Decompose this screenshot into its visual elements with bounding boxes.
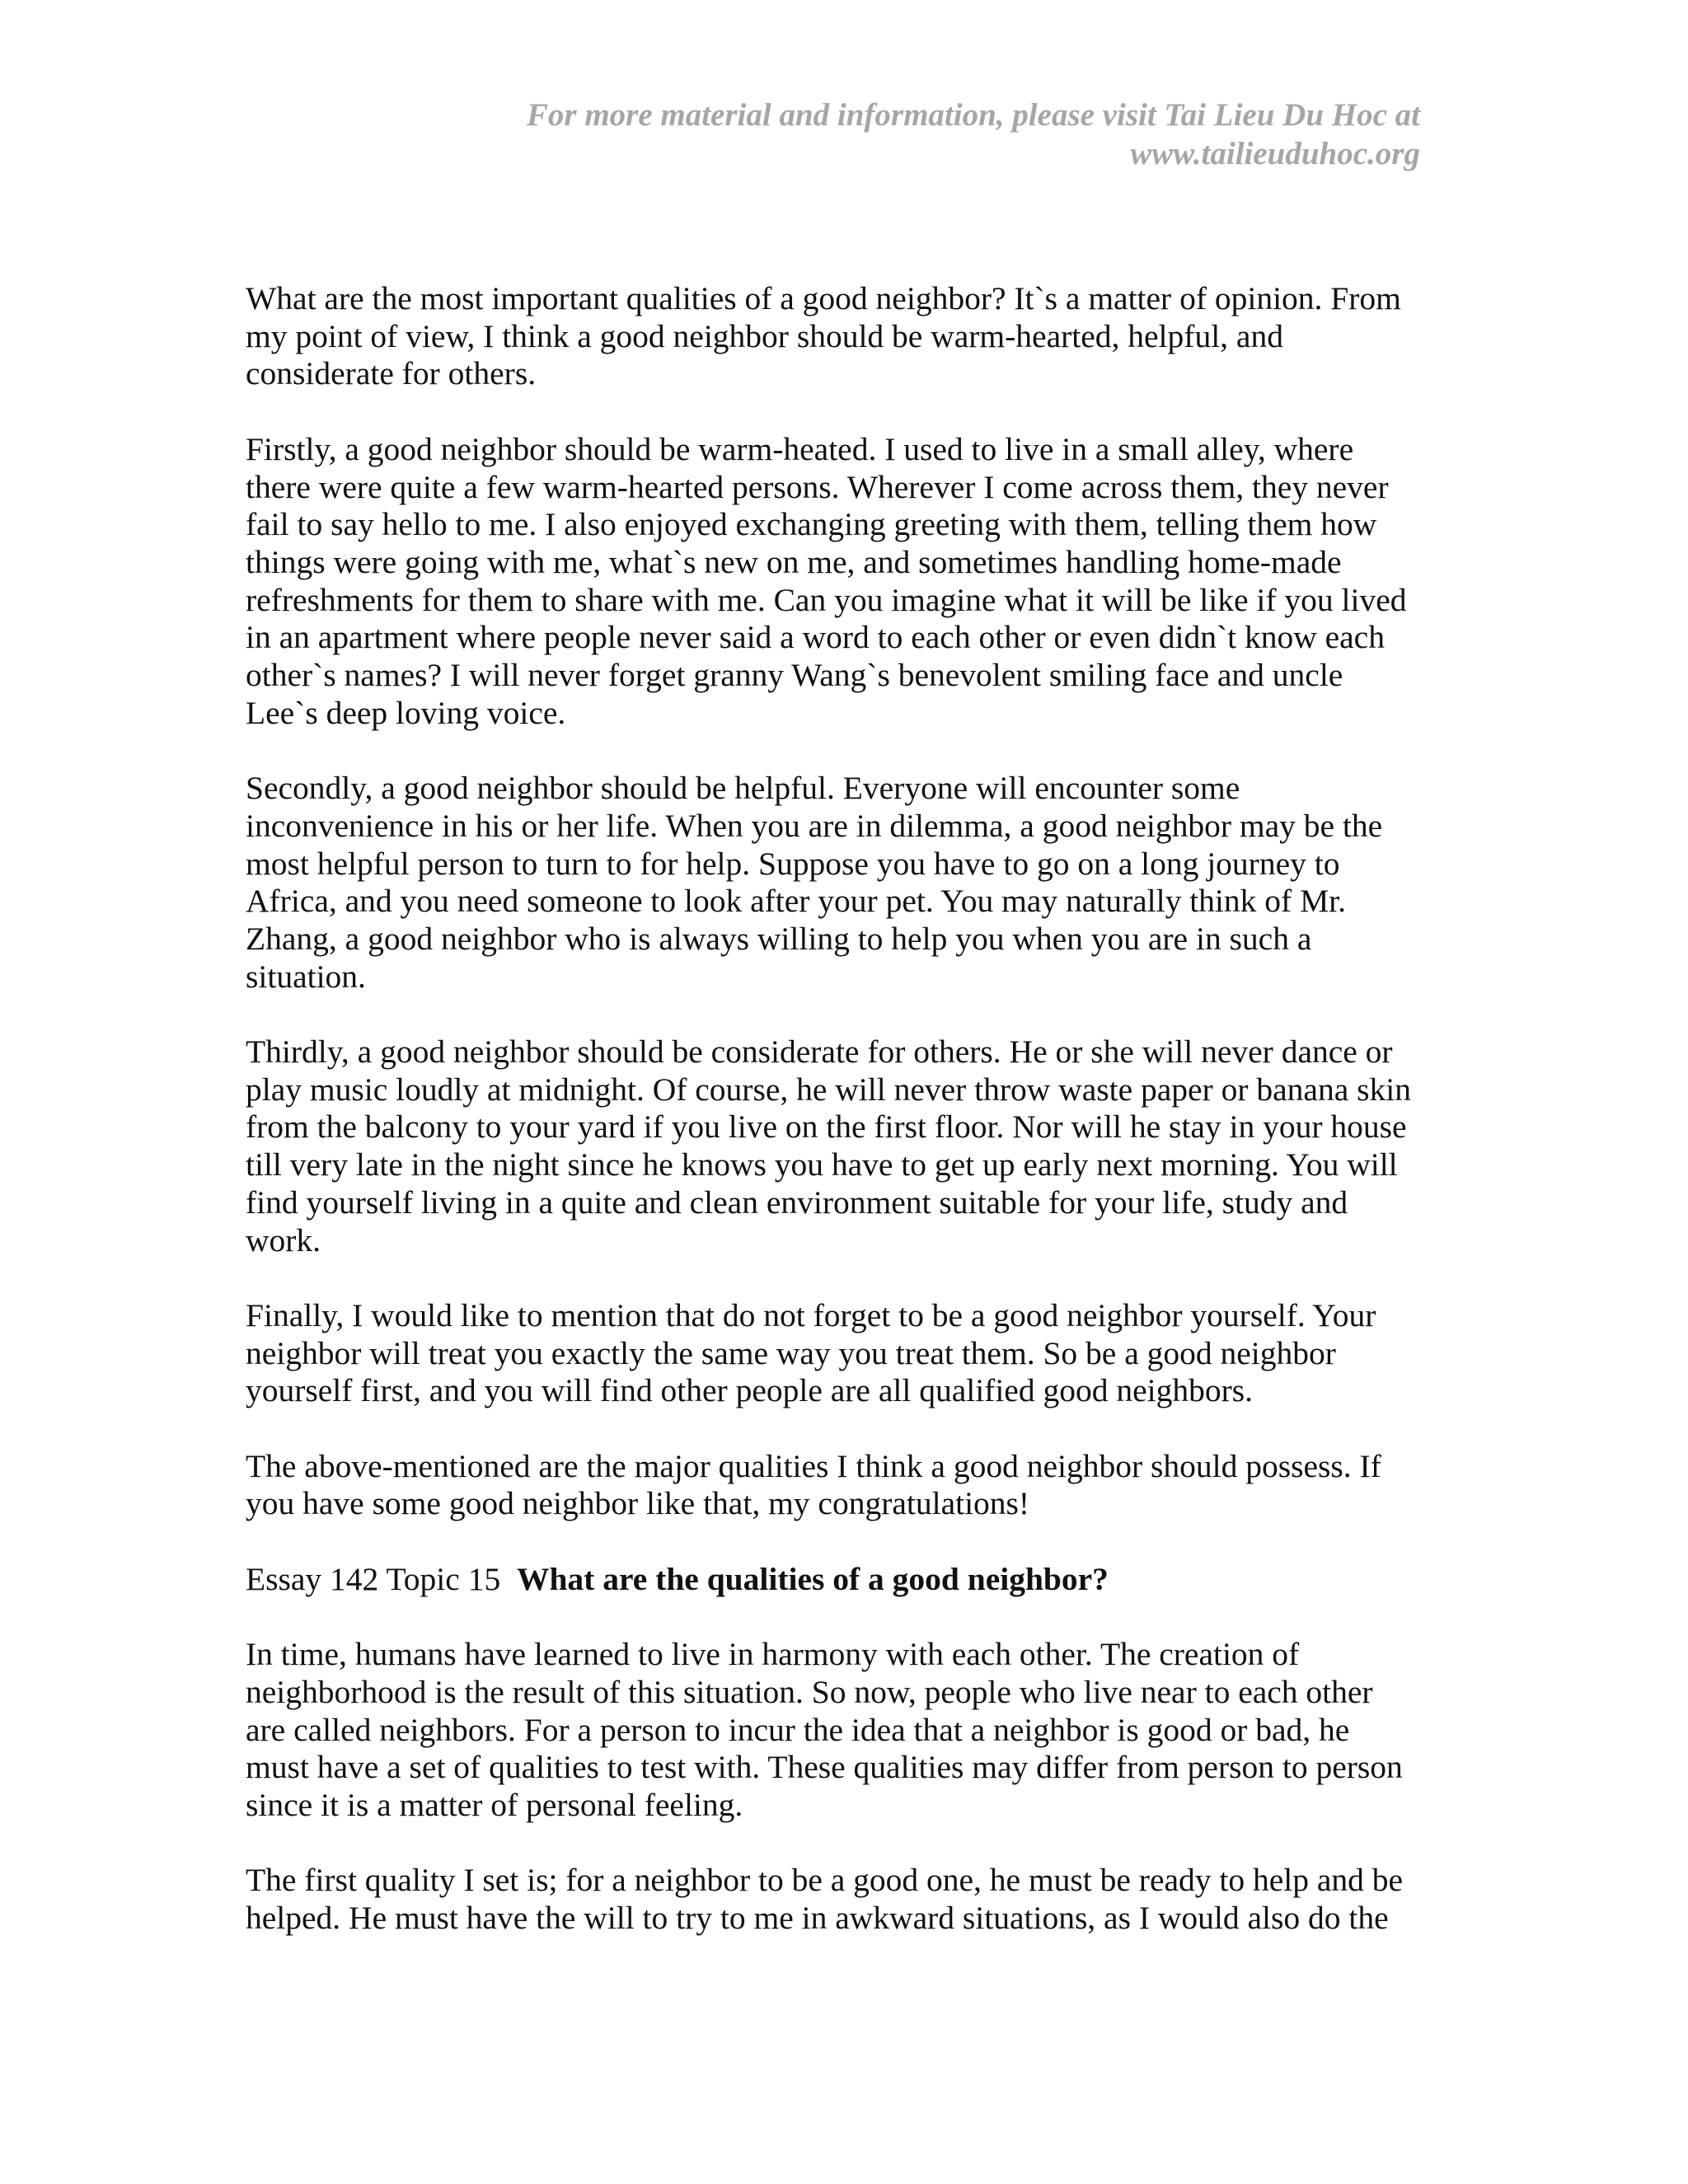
header-url: www.tailieuduhoc.org [1130,136,1420,171]
text-line: in an apartment where people never said a word to each other or even didn`t know each [246,619,1385,656]
document-body [246,280,1432,1975]
text-line: Africa, and you need someone to look after your pet. You may naturally think of Mr. [246,883,1347,920]
text-line: fail to say hello to me. I also enjoyed exchanging greeting with them, telling them how [246,506,1377,543]
text-line: other`s names? I will never forget granny Wang`s benevolent smiling face and uncle [246,657,1343,694]
text-line: Finally, I would like to mention that do not forget to be a good neighbor yourself. Your [246,1296,1376,1333]
paragraph [246,770,1432,996]
text-line: there were quite a few warm-hearted persons. Wherever I come across them, they never [246,468,1389,505]
paragraph [246,1297,1432,1410]
text-line: The above-mentioned are the major qualities I think a good neighbor should possess. If [246,1447,1381,1484]
text-line: since it is a matter of personal feeling. [246,1787,743,1824]
text-line: find yourself living in a quite and clean environment suitable for your life, study and [246,1183,1348,1221]
text-line: yourself first, and you will find other people are all qualified good neighbors. [246,1372,1253,1409]
text-line: refreshments for them to share with me. Can you imagine what it will be like if you lived [246,581,1407,618]
text-line: The first quality I set is; for a neighbor to be a good one, he must be ready to help and be [246,1862,1404,1899]
page-header [431,96,1420,173]
text-line: Lee`s deep loving voice. [246,694,566,731]
text-line: Thirdly, a good neighbor should be considerate for others. He or she will never dance or [246,1033,1393,1071]
text-line: helped. He must have the will to try to me in awkward situations, as I would also do the [246,1900,1389,1937]
text-line: In time, humans have learned to live in harmony with each other. The creation of [246,1636,1300,1673]
text-line: you have some good neighbor like that, my congratulations! [246,1485,1030,1522]
essay-heading [246,1561,1432,1599]
essay-topic-title: What are the qualities of a good neighbor? [516,1560,1109,1597]
text-line: work. [246,1221,321,1258]
text-line: most helpful person to turn to for help. Suppose you have to go on a long journey to [246,845,1340,882]
paragraph [246,1862,1432,1937]
text-line: What are the most important qualities of a good neighbor? It`s a matter of opinion. From [246,280,1401,316]
text-line: from the balcony to your yard if you live on the first floor. Nor will he stay in your house [246,1108,1407,1146]
text-line: till very late in the night since he knows you have to get up early next morning. You will [246,1146,1398,1183]
paragraph [246,1448,1432,1523]
text-line: things were going with me, what`s new on me, and sometimes handling home-made [246,543,1342,580]
text-line: considerate for others. [246,355,537,392]
text-line: must have a set of qualities to test with. These qualities may differ from person to person [246,1749,1403,1786]
text-line: play music loudly at midnight. Of course, he will never throw waste paper or banana skin [246,1071,1411,1108]
text-line: situation. [246,958,366,995]
text-line: Secondly, a good neighbor should be helpful. Everyone will encounter some [246,770,1240,807]
text-line: my point of view, I think a good neighbor should be warm-hearted, helpful, and [246,317,1283,354]
paragraph [246,1636,1432,1825]
paragraph [246,431,1432,733]
text-line: Zhang, a good neighbor who is always willing to help you when you are in such a [246,920,1312,957]
header-line: For more material and information, please visit Tai Lieu Du Hoc at [526,97,1420,133]
text-line: neighborhood is the result of this situation. So now, people who live near to each other [246,1673,1373,1710]
text-line: inconvenience in his or her life. When you are in dilemma, a good neighbor may be the [246,807,1383,844]
paragraph [246,1033,1432,1259]
essay-label: Essay 142 Topic 15 [246,1560,501,1597]
paragraph [246,280,1432,393]
text-line: neighbor will treat you exactly the same way you treat them. So be a good neighbor [246,1334,1336,1371]
text-line: Firstly, a good neighbor should be warm-heated. I used to live in a small alley, where [246,430,1354,467]
text-line: are called neighbors. For a person to incur the idea that a neighbor is good or bad, he [246,1711,1350,1748]
